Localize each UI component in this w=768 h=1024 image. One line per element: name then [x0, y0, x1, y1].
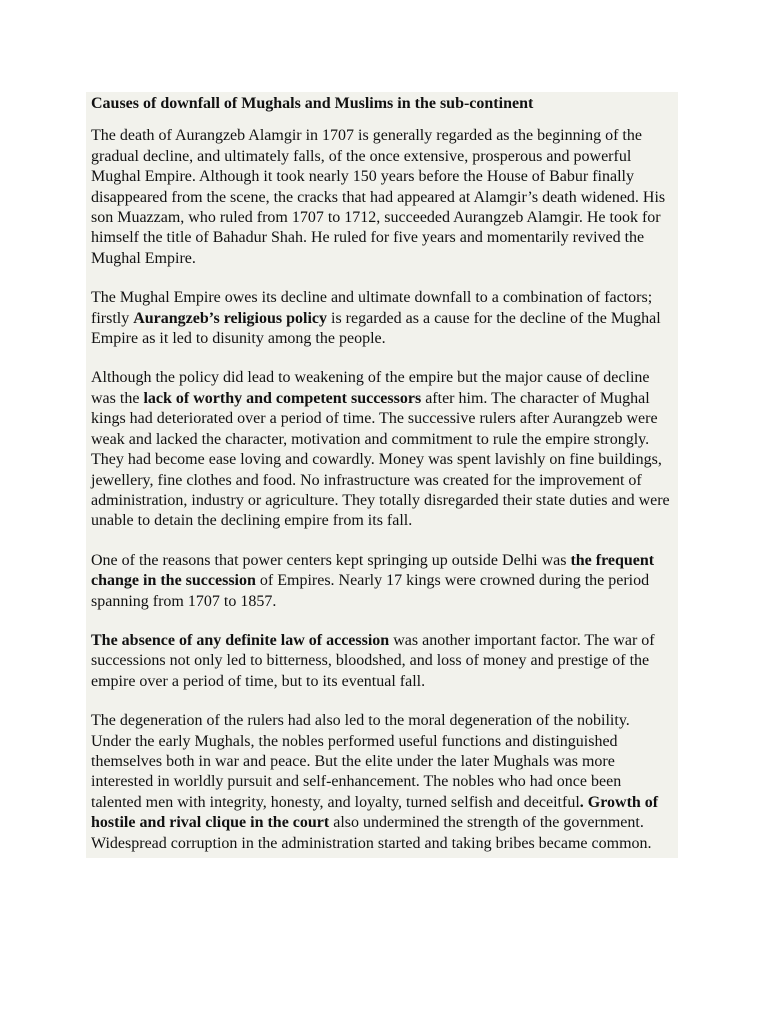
paragraph-2: [91, 288, 673, 349]
paragraph-4-text-a: One of the reasons that power centers kept springing up outside Delhi was: [91, 551, 571, 569]
paragraph-5-text-c: was another important factor. The war of successions not only led to bitterness, bloodshed, and loss of money and prestige of the empire over a period of time, but to its eventual fall.: [91, 631, 655, 690]
paragraph-4-text-c: of Empires. Nearly 17 kings were crowned during the period spanning from 1707 to 1857.: [91, 572, 650, 610]
paragraph-6: [91, 711, 673, 854]
paragraph-4-bold: the frequent change in the succession: [91, 551, 655, 590]
paragraph-6-bold: . Growth of hostile and rival clique in the court: [91, 793, 659, 832]
paragraph-2-bold: Aurangzeb’s religious policy: [133, 309, 327, 327]
paragraph-3-text-c: after him. The character of Mughal kings had deteriorated over a period of time. The successive rulers after Aurangzeb were weak and lacked the character, motivation and commitment to rule the empire strongly. They had become ease loving and cowardly. Money was spent lavishly on fine buildings, jewellery, fine clothes and food. No infrastructure was created for the improvement of administration, industry or agriculture. They totally disregarded their state duties and were unable to detain the declining empire from its fall.: [91, 389, 670, 530]
document-title: Causes of downfall of Mughals and Muslims in the sub-continent: [91, 95, 534, 112]
paragraph-2-text-c: is regarded as a cause for the decline of the Mughal Empire as it led to disunity among the people.: [91, 309, 661, 348]
document-text-block: [86, 92, 678, 858]
paragraph-6-text-c: also undermined the strength of the government. Widespread corruption in the administration started and taking bribes became common.: [91, 814, 652, 852]
paragraph-1: The death of Aurangzeb Alamgir in 1707 is generally regarded as the beginning of the gradual decline, and ultimately falls, of the once extensive, prosperous and powerful Mughal Empire. Although it took nearly 150 years before the House of Babur finally disappeared from the scene, the cracks that had appeared at Alamgir’s death widened. His son Muazzam, who ruled from 1707 to 1712, succeeded Aurangzeb Alamgir. He took for himself the title of Bahadur Shah. He ruled for five years and momentarily revived the Mughal Empire.: [91, 127, 666, 267]
paragraph-3-text-a: Although the policy did lead to weakening of the empire but the major cause of decline was the: [91, 369, 650, 407]
paragraph-5-bold: The absence of any definite law of accession: [91, 631, 390, 649]
paragraph-5: [91, 631, 673, 692]
paragraph-2-text-a: The Mughal Empire owes its decline and ultimate downfall to a combination of factors; firstly: [91, 289, 653, 327]
paragraph-3-bold: lack of worthy and competent successors: [143, 389, 422, 407]
paragraph-3: [91, 368, 673, 531]
paragraph-6-text-a: The degeneration of the rulers had also led to the moral degeneration of the nobility. Under the early Mughals, the nobles performed useful functions and distinguished themselves both in war and peace. But the elite under the later Mughals was more interested in worldly pursuit and self-enhancement. The nobles who had once been talented men with integrity, honesty, and loyalty, turned selfish and deceitful: [91, 712, 630, 811]
paragraph-4: [91, 551, 673, 612]
